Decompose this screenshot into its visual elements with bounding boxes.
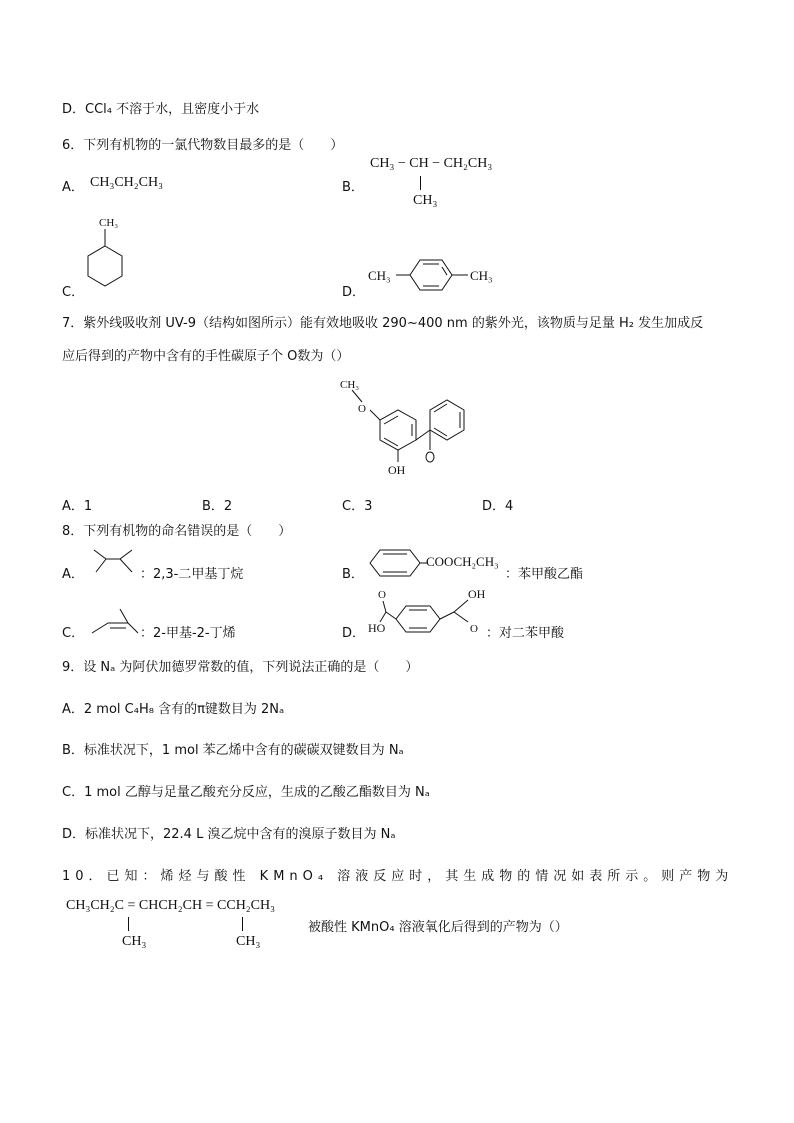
q8-option-c-name: ：2-甲基-2-丁烯 xyxy=(140,626,236,641)
q8-option-b-name: ：苯甲酸乙酯 xyxy=(505,567,584,582)
q7-o-label: O xyxy=(358,403,366,415)
q6-option-b-branch: CH₃ xyxy=(413,193,438,208)
q6-option-b-main-chain: CH₃ − CH − CH₂CH₃ xyxy=(370,156,493,171)
q6-stem: 6．下列有机物的一氯代物数目最多的是（ ） xyxy=(62,138,344,153)
q6-option-d-p-xylene xyxy=(368,255,508,295)
q10-branch-1: CH₃ xyxy=(122,934,147,949)
q6-option-a-formula: CH₃CH₂CH₃ xyxy=(90,175,163,190)
q9-option-a: A．2 mol C₄H₈ 含有的π键数目为 2Nₐ xyxy=(62,702,285,717)
q6-option-c-letter: C． xyxy=(62,285,85,300)
q7-option-a: A．1 xyxy=(62,499,93,514)
q5-option-d: D．CCl₄ 不溶于水，且密度小于水 xyxy=(62,102,260,117)
q6-d-left-ch3: CH₃ xyxy=(368,268,391,283)
q6-option-c-methylcyclohexane xyxy=(85,216,135,296)
q10-branch-2: CH₃ xyxy=(236,934,261,949)
q10-bond-2 xyxy=(242,917,243,931)
q8-d-ho-label: HO xyxy=(368,621,386,635)
q8-option-d-letter: D． xyxy=(342,626,366,641)
q10-stem-line1: 10．已知：烯烃与酸性 KMnO₄ 溶液反应时，其生成物的情况如表所示。则产物为 xyxy=(62,869,734,884)
q8-d-oh-label: OH xyxy=(468,587,486,601)
q8-d-o2-label: O xyxy=(470,623,478,635)
q6-d-right-ch3: CH₃ xyxy=(470,268,493,283)
q9-option-b: B．标准状况下，1 mol 苯乙烯中含有的碳碳双键数目为 Nₐ xyxy=(62,743,404,758)
q8-option-c-letter: C． xyxy=(62,626,85,641)
q6-option-b-bond xyxy=(420,176,421,190)
q7-option-b: B．2 xyxy=(202,499,233,514)
q8-option-a-name: ：2,3-二甲基丁烷 xyxy=(140,567,244,582)
q8-option-a-skeleton xyxy=(92,546,142,580)
q8-stem: 8．下列有机物的命名错误的是（ ） xyxy=(62,524,292,539)
q8-option-c-skeleton xyxy=(90,605,140,639)
q10-bond-1 xyxy=(128,917,129,931)
q7-option-c: C．3 xyxy=(342,499,373,514)
q7-ch3-label: CH₃ xyxy=(340,379,360,391)
q6-option-d-letter: D． xyxy=(342,285,366,300)
q8-option-b-letter: B． xyxy=(342,567,364,582)
q7-stem-line2: 应后得到的产物中含有的手性碳原子个 O数为（） xyxy=(62,349,350,364)
q8-d-o1-label: O xyxy=(378,589,386,601)
q8-option-d-name: ：对二苯甲酸 xyxy=(486,626,565,641)
q8-option-b-group: COOCH₂CH₃ xyxy=(426,554,499,569)
q7-oh-label: OH xyxy=(388,463,406,477)
q10-formula: CH₃CH₂C = CHCH₂CH = CCH₂CH₃ xyxy=(66,898,276,913)
q6-c-ch3-label: CH₃ xyxy=(99,217,119,229)
q10-tail: 被酸性 KMnO₄ 溶液氧化后得到的产物为（） xyxy=(308,920,568,935)
q9-stem: 9．设 Nₐ 为阿伏加德罗常数的值，下列说法正确的是（ ） xyxy=(62,660,419,675)
q9-option-c: C．1 mol 乙醇与足量乙酸充分反应，生成的乙酸乙酯数目为 Nₐ xyxy=(62,785,430,800)
q9-option-d: D．标准状况下，22.4 L 溴乙烷中含有的溴原子数目为 Nₐ xyxy=(62,827,396,842)
q7-uv9-structure xyxy=(330,372,470,482)
q6-option-a-letter: A． xyxy=(62,180,84,195)
q7-stem-line1: 7．紫外线吸收剂 UV-9（结构如图所示）能有效地吸收 290~400 nm 的紫外光，该物质与足量 H₂ 发生加成反 xyxy=(62,316,704,331)
q7-option-d: D．4 xyxy=(482,499,514,514)
q8-option-b-benzene xyxy=(368,548,428,580)
q6-option-b-letter: B． xyxy=(342,180,364,195)
q8-option-a-letter: A． xyxy=(62,567,84,582)
